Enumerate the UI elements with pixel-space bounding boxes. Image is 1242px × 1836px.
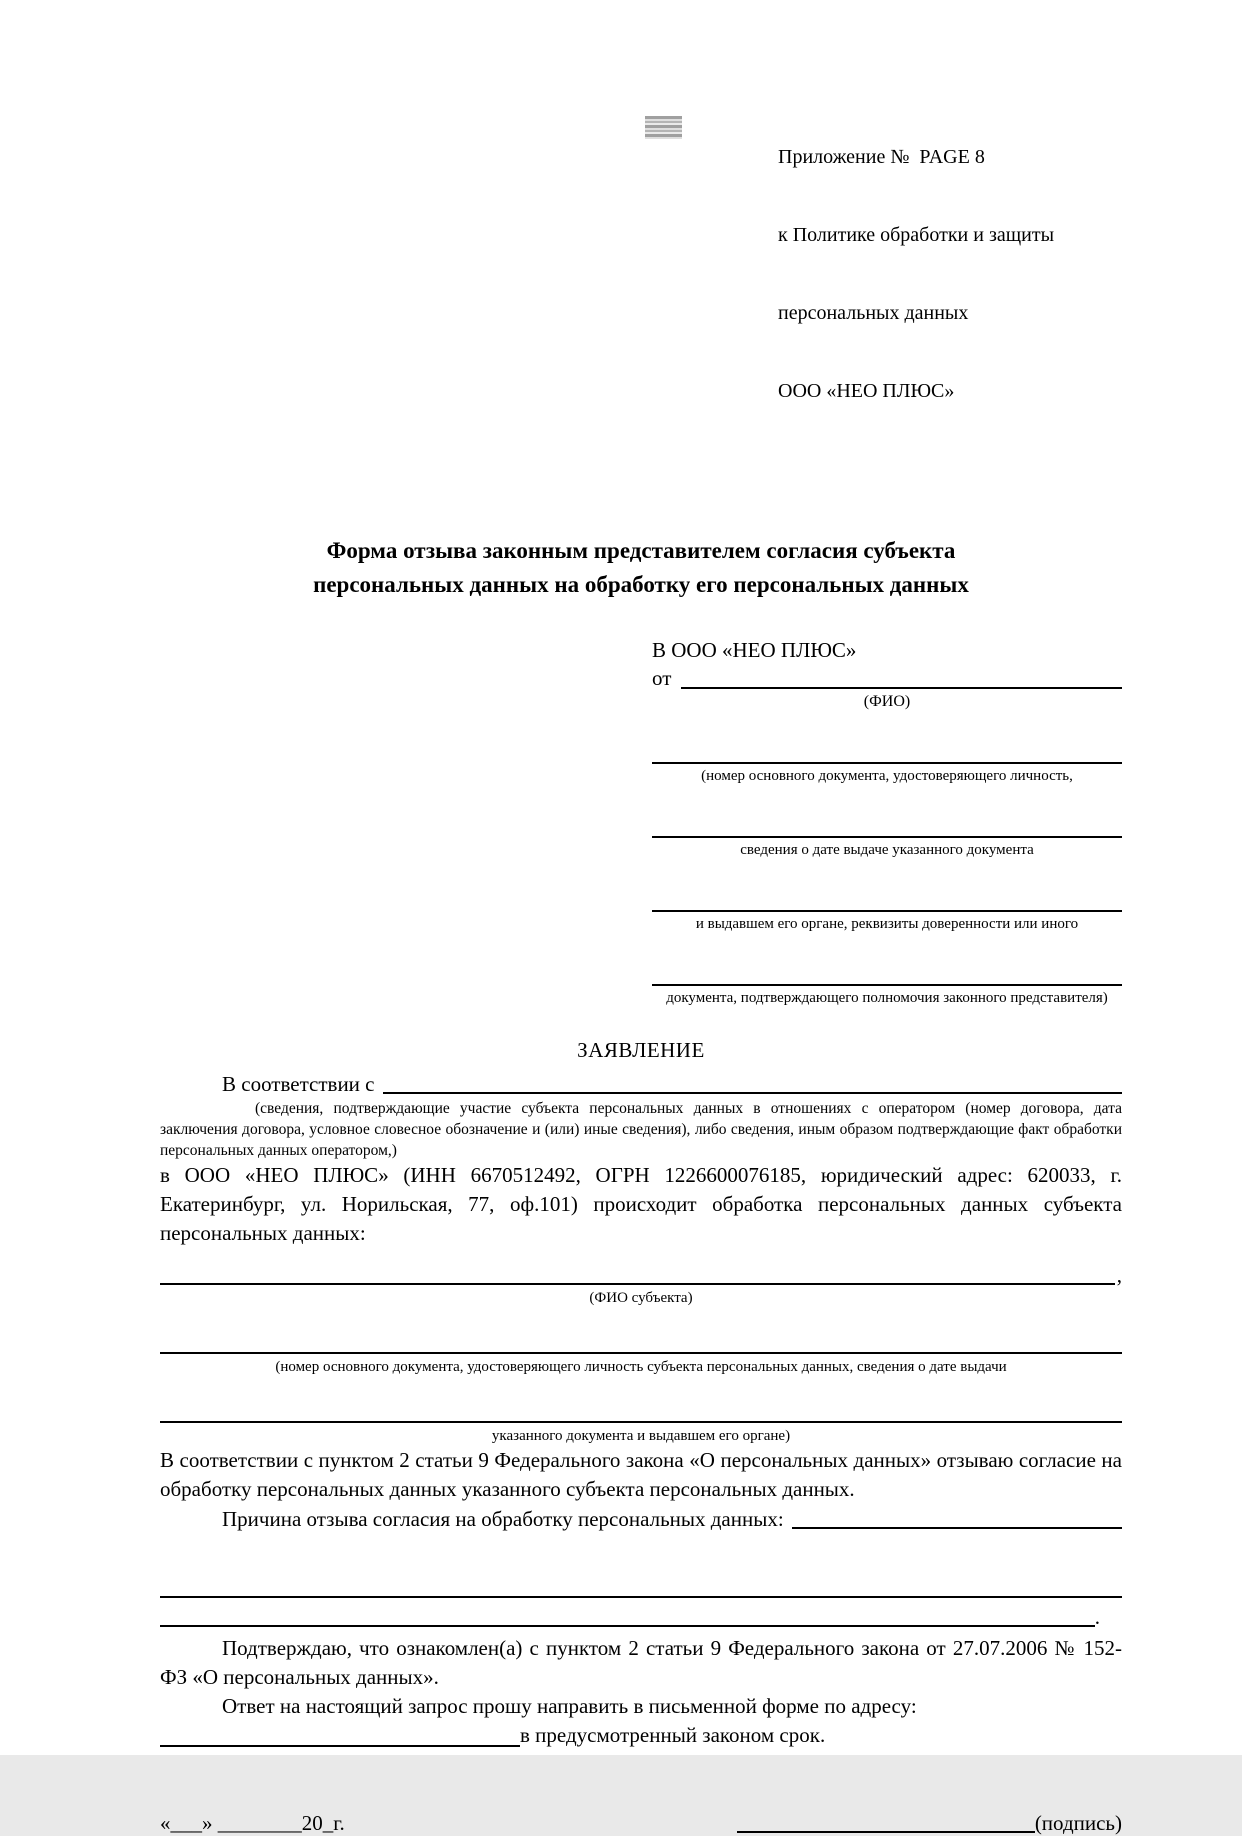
page-title [160,534,1122,602]
subject-doc-line [160,1397,1122,1423]
small-print-note: (сведения, подтверждающие участие субъекта персональных данных в отношениях с оператором (номер договора, дата заключения договора, условное словесное обозначение и (или) иные сведения), либо сведения, иным образом подтверждающие факт обработки персональных данных оператором,) [160,1100,1122,1159]
reason-label: Причина отзыва согласия на обработку персональных данных: [222,1507,784,1531]
subject-fio-caption: (ФИО субъекта) [589,1290,693,1306]
field-caption: и выдавшем его органе, реквизиты доверенности или иного [695,916,1079,932]
from-field-row [652,664,1122,692]
operator-paragraph: в ООО «НЕО ПЛЮС» (ИНН 6670512492, ОГРН 1226600076185, юридический адрес: 620033, г. Екатеринбург, ул. Норильская, 77, оф.101) происходит обработка персональных данных субъекта персональных данных: [160,1163,1122,1245]
appendix-line: ООО «НЕО ПЛЮС» [778,380,955,402]
date-field: «___» ________20_г. [160,1811,345,1835]
withdraw-paragraph: В соответствии с пунктом 2 статьи 9 Федерального закона «О персональных данных» отзываю согласие на обработку персональных данных указанного субъекта персональных данных. [160,1448,1122,1501]
doc-field-group [652,812,1122,860]
signature-caption: (подпись) [1034,1811,1122,1835]
subject-fio-line [160,1262,1115,1285]
doc-field-line [652,738,1122,764]
subject-doc-line [160,1328,1122,1354]
field-caption: документа, подтверждающего полномочия законного представителя) [666,990,1108,1006]
field-caption: (номер основного документа, удостоверяющего личность, [701,768,1073,784]
reply-address-paragraph: Ответ на настоящий запрос прошу направить в письменной форме по адресу: [222,1694,917,1718]
blank-field-line [160,1604,1095,1627]
field-caption: сведения о дате выдаче указанного документа [740,842,1034,858]
subject-line-comma: , [1116,1263,1122,1287]
address-field-row [160,1721,1122,1750]
signature-field [737,1810,1122,1836]
basis-label: В соответствии с [222,1072,375,1096]
blank-field-line [160,1572,1122,1598]
subject-doc-caption: (номер основного документа, удостоверяющего личность субъекта персональных данных, сведения о дате выдачи [275,1359,1007,1375]
statement-heading: ЗАЯВЛЕНИЕ [577,1038,705,1062]
doc-field-line [652,960,1122,986]
reason-field-line [792,1506,1122,1529]
blank-line-period: . [1094,1605,1100,1629]
page-title-line: персональных данных на обработку его персональных данных [313,572,969,597]
signature-line [737,1810,1035,1833]
appendix-line: Приложение № PAGE 8 [778,146,985,168]
addressee-block [652,636,1122,1008]
reply-tail-text: в предусмотренный законом срок. [520,1723,826,1747]
from-label: от [652,666,672,690]
reason-field-row [160,1506,1122,1532]
doc-field-group [652,738,1122,786]
appendix-line: персональных данных [778,302,969,324]
addressee-to: В ООО «НЕО ПЛЮС» [652,638,857,662]
address-field-line [160,1724,520,1747]
fio-caption: (ФИО) [863,693,911,710]
subject-fio-row [160,1262,1122,1288]
basis-field-row [160,1071,1122,1097]
doc-field-line [652,812,1122,838]
appendix-block [778,92,1122,456]
appendix-line: к Политике обработки и защиты [778,224,1055,246]
page-title-line: Форма отзыва законным представителем согласия субъекта [326,538,956,563]
doc-field-line [652,886,1122,912]
basis-field-line [383,1071,1123,1094]
confirm-paragraph: Подтверждаю, что ознакомлен(а) с пунктом 2 статьи 9 Федерального закона от 27.07.2006 № 152-ФЗ «О персональных данных». [160,1636,1122,1689]
signature-footer [160,1810,1122,1836]
doc-field-group [652,960,1122,1008]
blurred-text-stamp-icon [645,116,682,139]
fio-field-line [681,666,1122,689]
blank-field-row [160,1604,1100,1630]
subject-doc-caption: указанного документа и выдавшем его органе) [491,1428,791,1444]
document-header [160,92,1122,456]
doc-field-group [652,886,1122,934]
